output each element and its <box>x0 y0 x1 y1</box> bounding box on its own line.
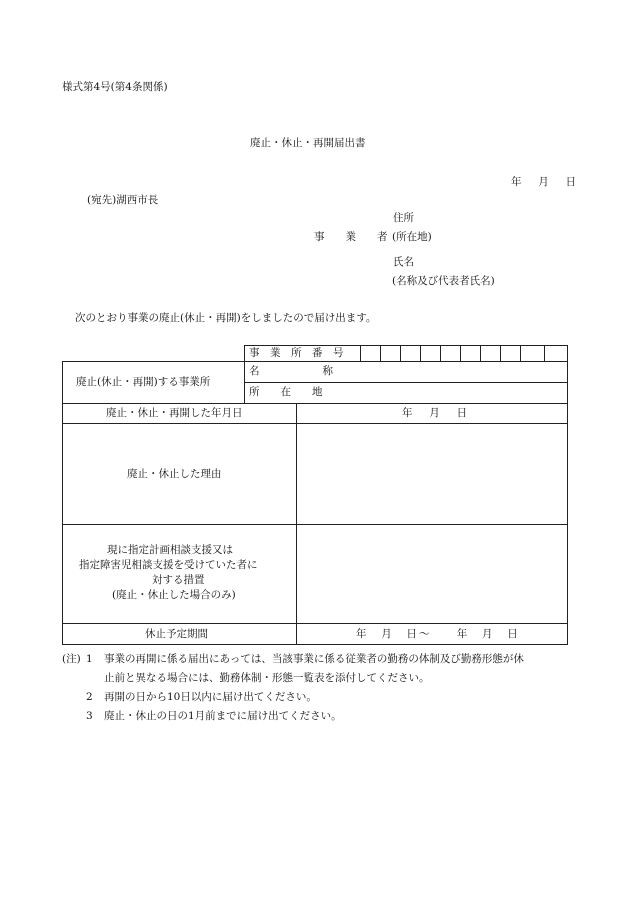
measures-label-line-2: 指定障害児相談支援を受けていた者に <box>79 559 258 571</box>
office-number-box-divider <box>520 345 521 362</box>
note-text-line: 止前と異なる場合には、勤務体制・形態一覧表を添付してください。 <box>104 672 430 684</box>
table-divider-office-label <box>244 345 245 404</box>
note-item <box>62 650 572 669</box>
table-divider-date <box>62 423 568 424</box>
measures-label-line-3: 対する措置 <box>152 574 205 586</box>
measures-label-line-4: (廃止・休止した場合のみ) <box>112 589 236 601</box>
note-item <box>62 707 572 726</box>
office-number-box-divider <box>420 345 421 362</box>
name-sub-label: (名称及び代表者氏名) <box>392 275 495 287</box>
applicant-role-label: 事 業 者 <box>314 231 388 243</box>
table-divider-measures <box>62 623 568 624</box>
table-divider-office-bottom <box>62 403 568 404</box>
office-number-box-divider <box>400 345 401 362</box>
note-number: 2 <box>86 691 93 703</box>
note-number: 3 <box>86 710 93 722</box>
form-number: 様式第4号(第4条関係) <box>62 81 168 93</box>
table-border-bottom <box>62 644 568 645</box>
office-number-box-divider <box>360 345 361 362</box>
office-location-label: 所 在 地 <box>249 386 323 398</box>
notification-table <box>62 345 568 645</box>
date-row-label: 廃止・休止・再開した年月日 <box>106 407 243 419</box>
table-divider-reason <box>62 524 568 525</box>
office-name-label: 名 称 <box>249 365 333 377</box>
office-number-box-divider <box>544 345 545 362</box>
table-border-right <box>567 345 568 645</box>
name-label: 氏名 <box>393 256 414 268</box>
address-label: 住所 <box>393 212 414 224</box>
reason-label: 廃止・休止した理由 <box>127 468 222 480</box>
note-number: 1 <box>86 653 93 665</box>
note-text-line: 事業の再開に係る届出にあっては、当該事業に係る従業者の勤務の体制及び勤務形態が休 <box>104 653 524 665</box>
office-number-box-divider <box>440 345 441 362</box>
notes <box>62 650 572 726</box>
date-line: 年 月 日 <box>511 176 580 188</box>
addressee: (宛先)湖西市長 <box>87 194 159 206</box>
page-title: 廃止・休止・再開届出書 <box>250 137 366 149</box>
note-text-line: 再開の日から10日以内に届け出てください。 <box>104 691 317 703</box>
note-item-continued <box>62 669 572 688</box>
table-divider-name <box>244 382 568 383</box>
intro-text: 次のとおり事業の廃止(休止・再開)をしましたので届け出ます。 <box>75 312 377 324</box>
office-number-box-divider <box>460 345 461 362</box>
period-value: 年 月 日〜 年 月 日 <box>356 628 520 640</box>
note-text-line: 廃止・休止の日の1月前までに届け出てください。 <box>104 710 342 722</box>
office-number-box-divider <box>500 345 501 362</box>
notes-prefix: (注) <box>62 653 81 665</box>
office-number-label: 事 業 所 番 号 <box>249 347 344 359</box>
office-number-box-divider <box>480 345 481 362</box>
office-label: 廃止(休止・再開)する事業所 <box>76 376 211 388</box>
office-number-box-divider <box>380 345 381 362</box>
table-border-left <box>62 361 63 645</box>
date-row-value: 年 月 日 <box>402 407 471 419</box>
period-label: 休止予定期間 <box>145 628 208 640</box>
address-sub-label: (所在地) <box>392 231 432 243</box>
table-border-office-top <box>62 361 568 362</box>
table-divider-center <box>296 403 297 645</box>
measures-label-line-1: 現に指定計画相談支援又は <box>107 544 233 556</box>
note-item <box>62 688 572 707</box>
